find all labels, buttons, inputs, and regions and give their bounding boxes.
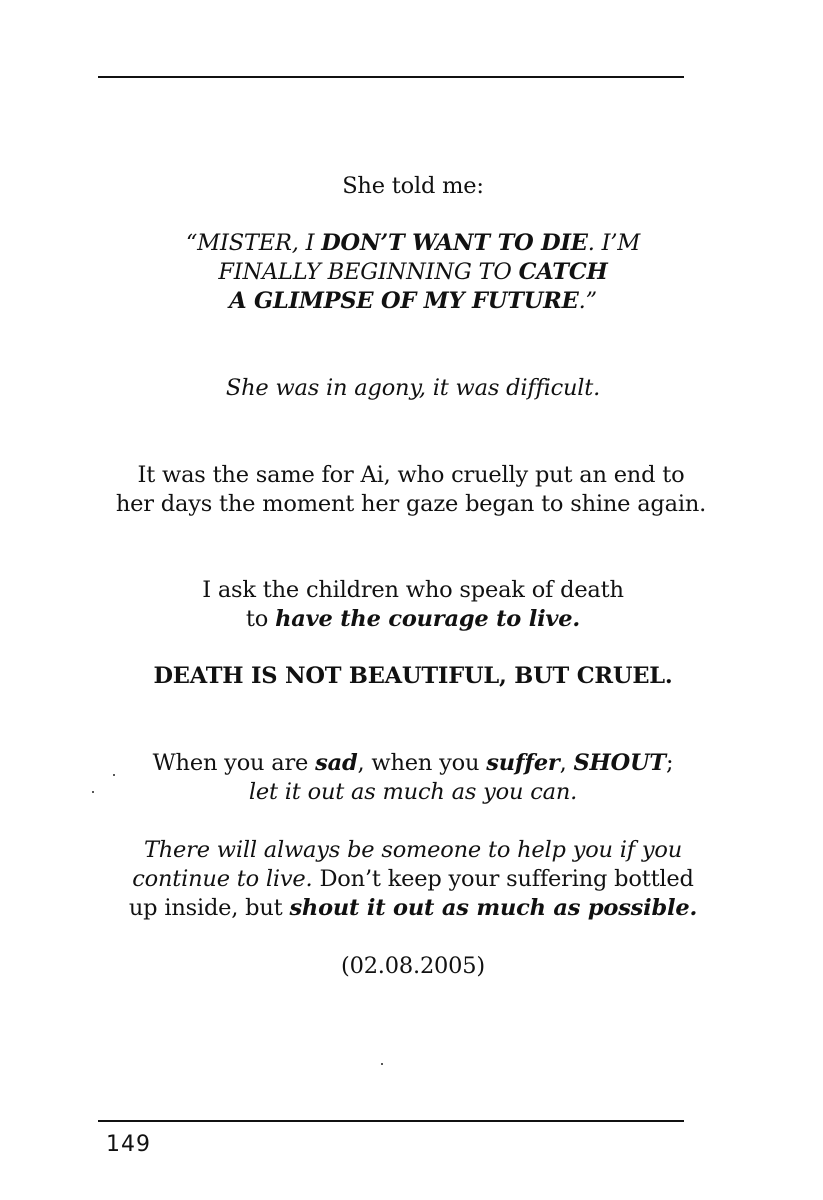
sad-line-2: let it out as much as you can. bbox=[248, 779, 578, 805]
death-text: DEATH IS NOT BEAUTIFUL, BUT CRUEL. bbox=[153, 663, 673, 689]
sad-paragraph bbox=[98, 749, 728, 807]
quote-line-1-a: “MISTER, I bbox=[185, 230, 322, 256]
top-rule bbox=[98, 76, 684, 78]
quote-line-3-b: .” bbox=[578, 288, 597, 314]
quote-line-2-a: FINALLY BEGINNING TO bbox=[218, 259, 519, 285]
ask-line-1: I ask the children who speak of death bbox=[202, 577, 624, 603]
quote-line-2 bbox=[98, 258, 728, 287]
ask-line-2-a: to bbox=[245, 606, 276, 632]
quote-line-1-b: DON’T WANT TO DIE bbox=[321, 230, 588, 256]
always-line-1: There will always be someone to help you if you bbox=[143, 837, 683, 863]
sad-line-1 bbox=[98, 749, 728, 778]
agony-text: She was in agony, it was difficult. bbox=[225, 375, 601, 401]
death-heading bbox=[98, 662, 728, 691]
date-line bbox=[98, 952, 728, 981]
ask-line-2 bbox=[98, 605, 728, 634]
sad-c: , when you bbox=[357, 750, 487, 776]
quote-line-1 bbox=[98, 229, 728, 258]
scan-speck bbox=[113, 774, 115, 776]
sad-g: ; bbox=[665, 750, 674, 776]
always-line-2 bbox=[98, 865, 728, 894]
ai-line-1: It was the same for Ai, who cruelly put an end to bbox=[137, 462, 685, 488]
quote-block bbox=[98, 229, 728, 316]
bottom-rule bbox=[98, 1120, 684, 1122]
scan-speck bbox=[92, 791, 94, 793]
sad-e: , bbox=[559, 750, 574, 776]
page-number: 149 bbox=[106, 1132, 151, 1157]
always-line-2-b: Don’t keep your suffering bottled bbox=[312, 866, 694, 892]
sad-a: When you are bbox=[152, 750, 316, 776]
always-line-3 bbox=[98, 894, 728, 923]
always-line-3-b: shout it out as much as possible. bbox=[289, 895, 698, 921]
told-text: She told me: bbox=[342, 173, 484, 199]
quote-line-1-c: . I’M bbox=[587, 230, 641, 256]
sad-f: SHOUT bbox=[573, 750, 666, 776]
agony-line bbox=[98, 374, 728, 403]
sad-d: suffer bbox=[486, 750, 560, 776]
ai-paragraph bbox=[86, 461, 736, 519]
sad-b: sad bbox=[315, 750, 358, 776]
ask-paragraph bbox=[98, 576, 728, 634]
always-line-2-a: continue to live. bbox=[132, 866, 313, 892]
quote-line-3 bbox=[98, 287, 728, 316]
always-line-3-a: up inside, but bbox=[128, 895, 290, 921]
ask-line-2-b: have the courage to live. bbox=[275, 606, 581, 632]
ai-line-2: her days the moment her gaze began to shine again. bbox=[115, 491, 707, 517]
scan-speck bbox=[381, 1063, 383, 1065]
intro-line bbox=[98, 172, 728, 201]
always-paragraph bbox=[98, 836, 728, 923]
quote-line-2-b: CATCH bbox=[518, 259, 608, 285]
quote-line-3-a: A GLIMPSE OF MY FUTURE bbox=[229, 288, 579, 314]
date-text: (02.08.2005) bbox=[341, 953, 485, 979]
